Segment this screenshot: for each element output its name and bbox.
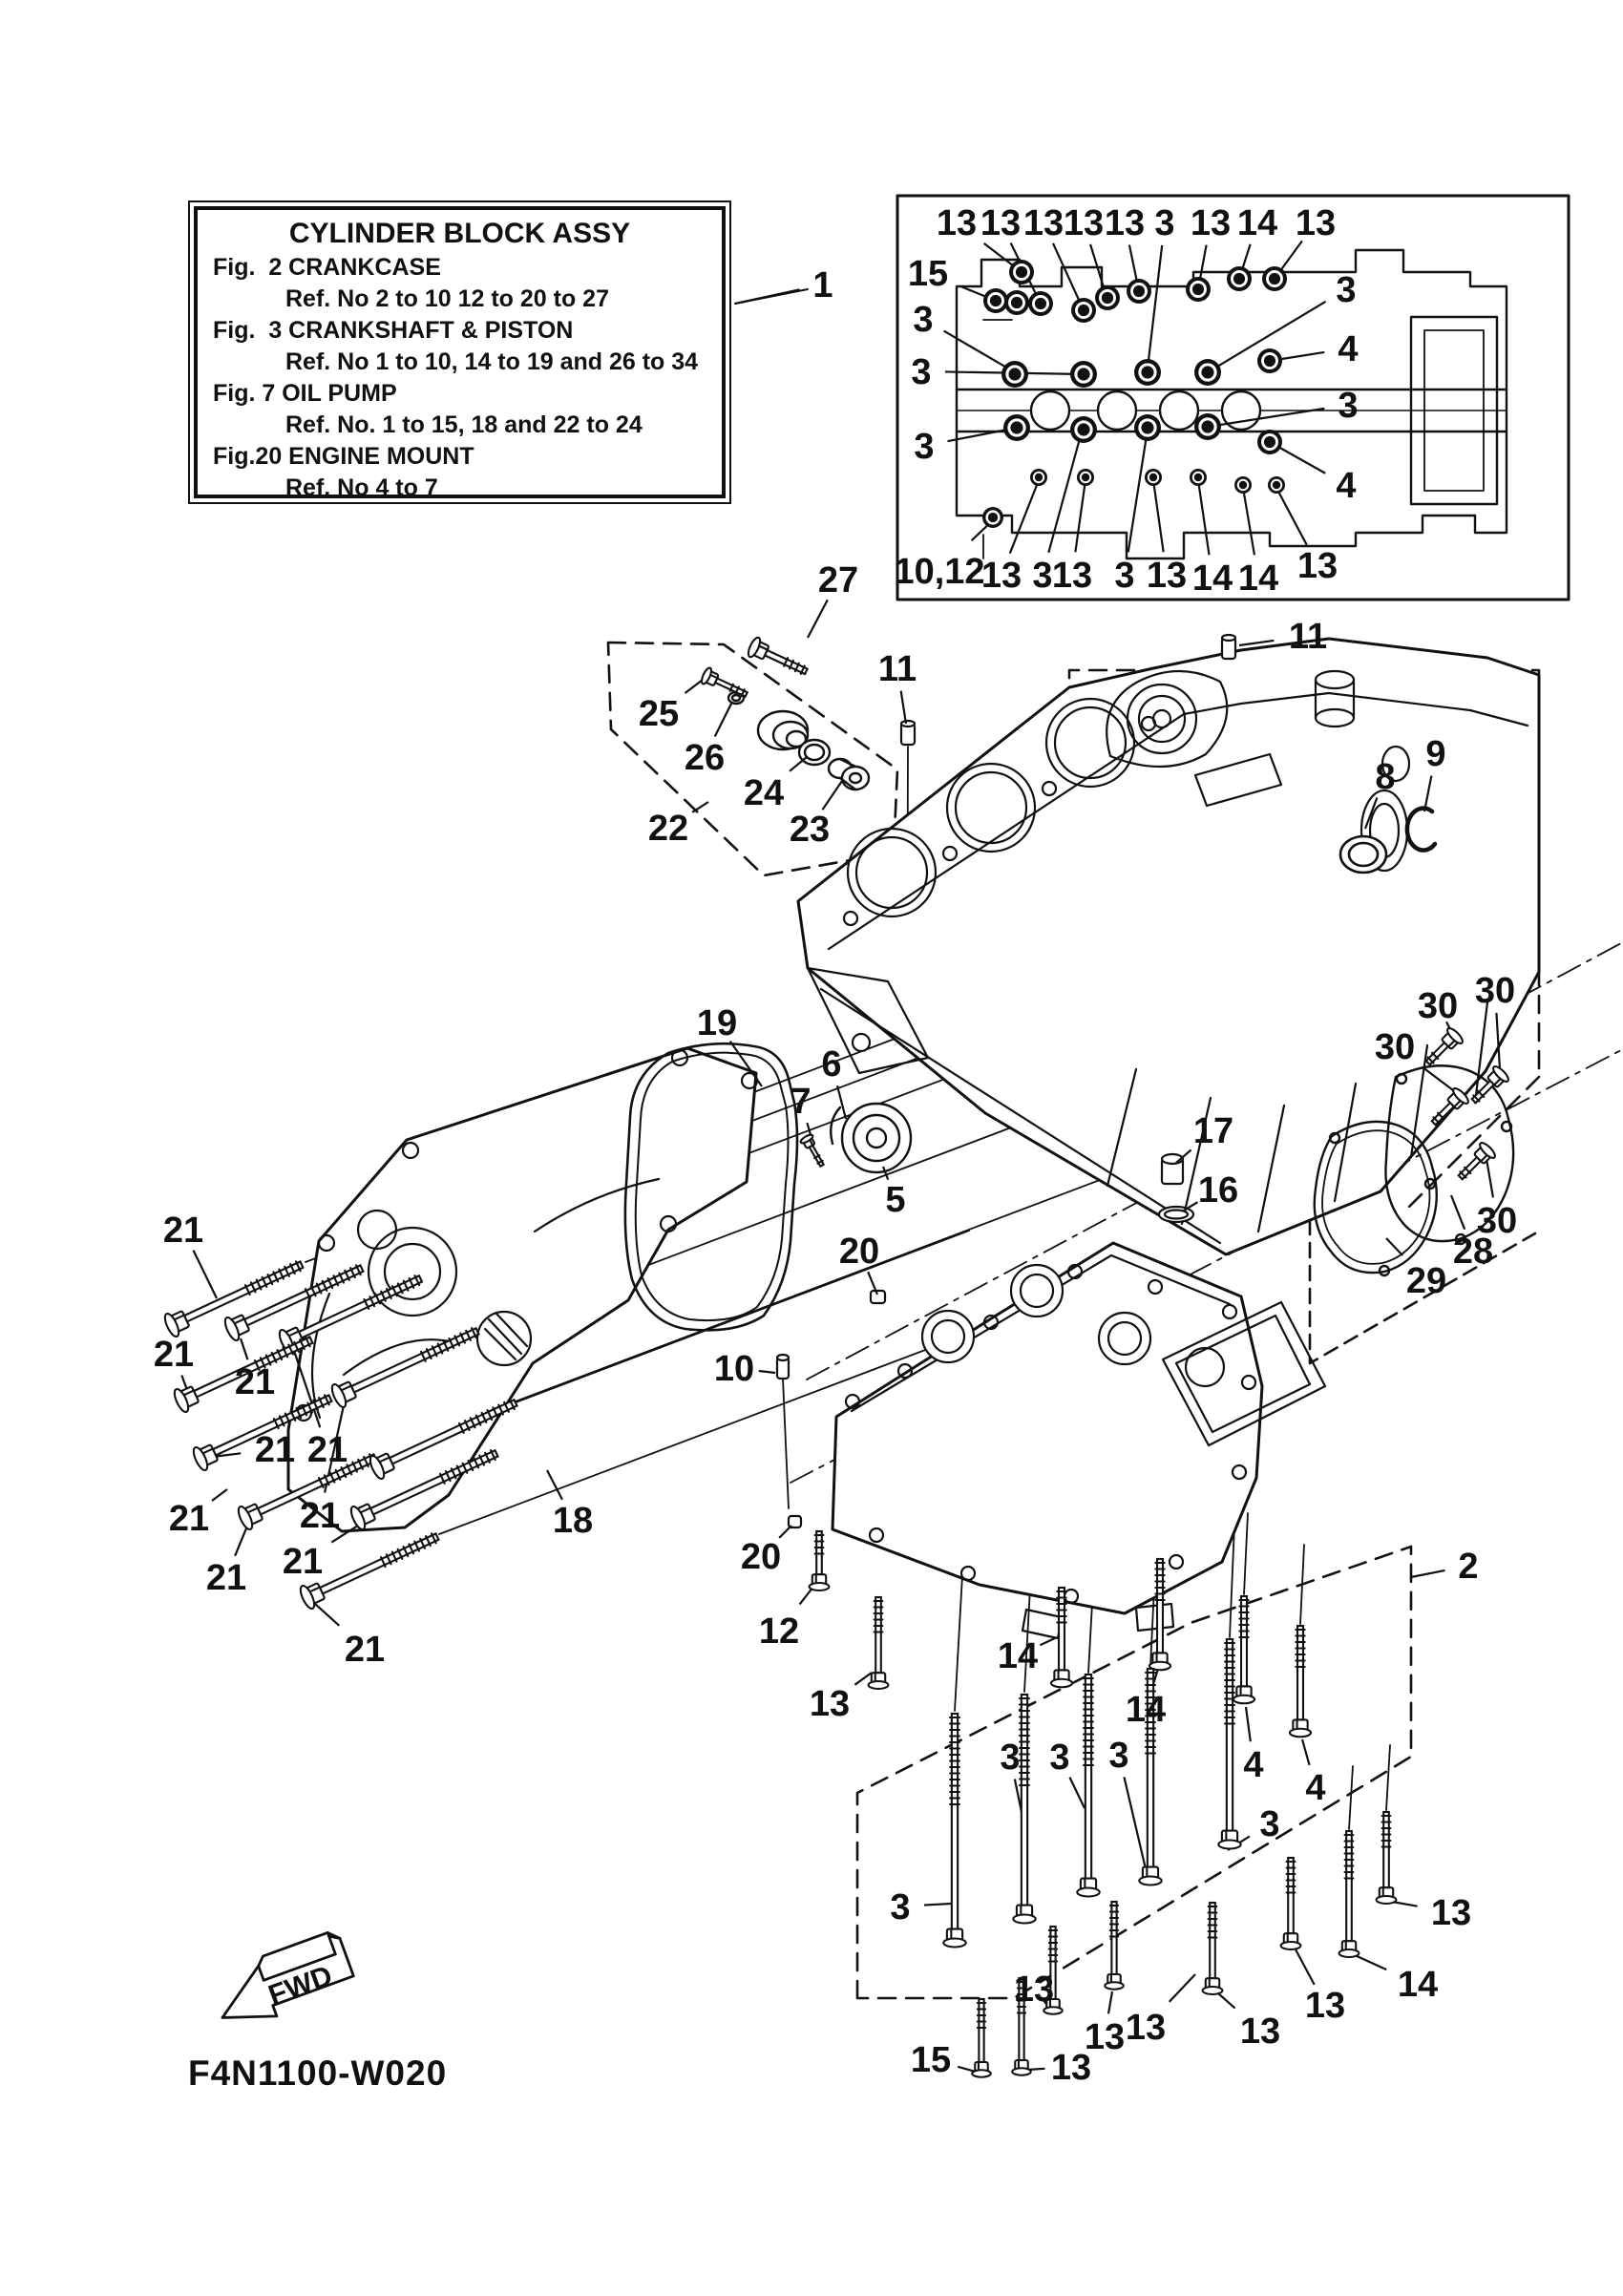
bolt (746, 636, 811, 681)
bolt (1377, 1812, 1397, 1904)
leader-line-14 (1040, 1638, 1055, 1645)
callout-7: 7 (790, 1082, 812, 1122)
callout-12: 12 (758, 1611, 800, 1652)
callout-21: 21 (344, 1630, 386, 1670)
bolt (1281, 1858, 1301, 1949)
callout-10: 10 (713, 1349, 755, 1389)
bolt-dot (1071, 298, 1096, 323)
bolt (810, 1531, 830, 1590)
info-box (188, 200, 731, 504)
bolt (1233, 1596, 1254, 1703)
leader-line-4 (1246, 1707, 1251, 1741)
bolt-dot (1009, 260, 1034, 284)
leader-line-13 (1276, 488, 1307, 545)
leader-line-28 (1451, 1195, 1465, 1230)
callout-21: 21 (153, 1335, 195, 1375)
callout-4: 4 (1305, 1768, 1326, 1808)
callout-3: 3 (1108, 1736, 1129, 1776)
callout-13: 13 (1051, 556, 1093, 596)
bolt-dot (1003, 414, 1030, 441)
callout-24: 24 (743, 773, 785, 813)
callout-21: 21 (254, 1430, 296, 1470)
leader-line-13 (1218, 1993, 1235, 2009)
callout-3: 3 (1338, 386, 1359, 426)
leader-line-3 (1148, 245, 1162, 369)
bolt-dot (1194, 359, 1221, 386)
leader-line-21 (212, 1489, 227, 1501)
lower-crankcase (833, 1243, 1325, 1638)
callout-27: 27 (817, 560, 859, 600)
callout-13: 13 (1296, 546, 1338, 586)
callout-21: 21 (162, 1211, 204, 1251)
callout-3: 3 (1000, 1738, 1021, 1778)
bolt (1077, 1675, 1099, 1897)
callout-13: 13 (1146, 556, 1188, 596)
callout-3: 3 (1032, 556, 1053, 596)
callout-13: 13 (1125, 2008, 1167, 2048)
bolt-dot (1227, 266, 1252, 291)
drawing-code: F4N1100-W020 (188, 2054, 448, 2093)
callout-3: 3 (1259, 1804, 1280, 1844)
leader-line-6 (837, 1085, 846, 1119)
leader-line-23 (822, 781, 842, 810)
callout-30: 30 (1476, 1201, 1518, 1241)
bolt (1339, 1831, 1360, 1957)
callout-14: 14 (1191, 558, 1233, 599)
info-line: Fig. 7 OIL PUMP (213, 380, 397, 407)
leader-line-11 (1239, 641, 1274, 645)
callout-21: 21 (168, 1499, 210, 1539)
leader-line-3 (944, 331, 1015, 372)
bolt (869, 1597, 889, 1689)
leader-line-14 (1198, 480, 1210, 555)
leader-line-2 (1411, 1570, 1444, 1577)
leader-line-3 (1124, 1777, 1147, 1873)
bolt-dot (1077, 469, 1094, 486)
callout-6: 6 (821, 1044, 842, 1085)
leader-line-21 (193, 1251, 217, 1298)
callout-15: 15 (907, 254, 949, 294)
callout-21: 21 (306, 1430, 348, 1470)
info-line: Ref. No 2 to 10 12 to 20 to 27 (285, 285, 609, 312)
leader-line-13 (1108, 1991, 1112, 2013)
leader-line-25 (685, 680, 703, 693)
bolt-dot (1127, 279, 1151, 304)
callout-11: 11 (877, 649, 917, 689)
callout-3: 3 (1114, 556, 1135, 596)
leader-line-3 (1048, 432, 1082, 553)
crank-bearing (831, 1104, 911, 1172)
leader-line-27 (808, 600, 828, 638)
leader-line-13 (1010, 480, 1039, 554)
callout-13: 13 (1239, 2012, 1281, 2052)
callout-17: 17 (1192, 1111, 1234, 1151)
info-line: Ref. No 4 to 7 (285, 474, 438, 501)
callout-26: 26 (684, 738, 726, 778)
leader-line-3 (1128, 430, 1148, 552)
bolt (1105, 1902, 1124, 1990)
bolt (1013, 1695, 1035, 1924)
callout-13: 13 (980, 203, 1022, 243)
info-line: Ref. No. 1 to 15, 18 and 22 to 24 (285, 411, 643, 438)
bolt-dot (1030, 469, 1047, 486)
callout-15: 15 (910, 2040, 952, 2080)
callout-14: 14 (1397, 1965, 1439, 2005)
callout-10,12: 10,12 (894, 552, 985, 592)
leader-line-20 (779, 1526, 791, 1538)
callout-21: 21 (282, 1542, 324, 1582)
leader-line-4 (1302, 1739, 1310, 1765)
bolt (943, 1714, 965, 1948)
leader-line-21 (315, 1604, 339, 1626)
bolt-dot (1070, 416, 1097, 443)
bolt-dot (1234, 476, 1252, 494)
callout-4: 4 (1243, 1745, 1264, 1785)
callout-3: 3 (913, 300, 934, 340)
leader-line-21 (241, 1338, 247, 1359)
callout-13: 13 (1084, 2017, 1126, 2057)
callout-21: 21 (205, 1558, 247, 1598)
bolt-dot (1268, 476, 1285, 494)
bolt-dot (1070, 361, 1097, 388)
callout-18: 18 (552, 1501, 594, 1541)
callout-13: 13 (1063, 203, 1105, 243)
callout-13: 13 (1430, 1893, 1472, 1933)
bolt-dot (1145, 469, 1162, 486)
bolt (1290, 1626, 1311, 1737)
callout-28: 28 (1452, 1232, 1494, 1272)
bolt-dot (1134, 414, 1161, 441)
callout-13: 13 (1104, 203, 1146, 243)
bolt-dot (1194, 413, 1221, 440)
leader-line-22 (692, 802, 708, 812)
leader-line-29 (1386, 1238, 1402, 1255)
callout-3: 3 (1336, 270, 1357, 310)
bolt-dot (1134, 359, 1161, 386)
leader-line-18 (547, 1470, 562, 1500)
bolt-dot (982, 507, 1003, 528)
callout-3: 3 (914, 427, 935, 467)
leader-line-3 (1069, 1778, 1085, 1808)
leader-line-26 (715, 704, 731, 737)
callout-13: 13 (1190, 203, 1232, 243)
callout-5: 5 (885, 1180, 906, 1220)
bolt-dot (1186, 277, 1211, 302)
callout-13: 13 (1304, 1986, 1346, 2026)
leader-line-10 (759, 1371, 775, 1373)
callout-3: 3 (1049, 1738, 1070, 1778)
callout-19: 19 (696, 1003, 738, 1043)
info-line: Fig.20 ENGINE MOUNT (213, 443, 474, 470)
callout-14: 14 (1236, 203, 1278, 243)
bolt-dot (1257, 348, 1282, 373)
callout-14: 14 (997, 1636, 1039, 1676)
leader-line-14 (1355, 1955, 1386, 1970)
info-line: Ref. No 1 to 10, 14 to 19 and 26 to 34 (285, 348, 699, 375)
leader-line-11 (901, 691, 906, 724)
info-box-border (194, 206, 726, 501)
callout-13: 13 (1050, 2048, 1092, 2088)
leader-line-13 (1075, 480, 1086, 552)
bolt-dot (983, 288, 1008, 313)
callout-21: 21 (234, 1362, 276, 1402)
bolt-dot (1257, 430, 1282, 454)
callout-20: 20 (740, 1537, 782, 1577)
callout-2: 2 (1458, 1547, 1479, 1587)
callout-23: 23 (789, 810, 831, 850)
callout-21: 21 (299, 1496, 341, 1536)
leader-line-13 (1392, 1902, 1418, 1906)
bolt (1203, 1903, 1223, 1994)
callout-30: 30 (1374, 1027, 1416, 1067)
bolt-dot (1095, 285, 1120, 310)
callout-13: 13 (1295, 203, 1337, 243)
callout-29: 29 (1405, 1261, 1447, 1301)
callout-4: 4 (1336, 466, 1357, 506)
callout-3: 3 (911, 352, 932, 392)
callout-22: 22 (647, 809, 689, 849)
callout-14: 14 (1237, 558, 1279, 599)
callout-4: 4 (1338, 329, 1359, 369)
info-line: Fig. 3 CRANKSHAFT & PISTON (213, 317, 574, 344)
leader-line-14 (1243, 488, 1254, 555)
callout-11: 11 (1288, 617, 1328, 657)
leader-line-13 (1153, 480, 1164, 552)
bolt-dot (1028, 291, 1053, 316)
leader-line-13 (1296, 1949, 1315, 1985)
callout-3: 3 (890, 1887, 911, 1927)
leader-line-1 (735, 289, 800, 304)
bolt-dot (1001, 361, 1028, 388)
callout-13: 13 (1022, 203, 1064, 243)
bolt-dot (1004, 290, 1029, 315)
callout-13: 13 (809, 1684, 851, 1724)
callout-8: 8 (1375, 757, 1396, 797)
callout-16: 16 (1197, 1170, 1239, 1211)
leader-line-13 (1170, 1974, 1195, 2002)
callout-3: 3 (1154, 203, 1175, 243)
callout-14: 14 (1125, 1690, 1167, 1730)
leader-line-24 (790, 757, 807, 771)
info-box-title: CYLINDER BLOCK ASSY (288, 218, 631, 249)
callout-30: 30 (1417, 986, 1459, 1026)
callout-9: 9 (1425, 734, 1446, 774)
callout-1: 1 (812, 265, 833, 305)
bolt (972, 1999, 991, 2077)
callout-13: 13 (936, 203, 978, 243)
callout-30: 30 (1474, 971, 1516, 1011)
bolt-dot (1262, 266, 1287, 291)
callout-25: 25 (638, 694, 680, 734)
leader-line-3 (924, 1904, 951, 1906)
fwd-arrow-label: FWD (264, 1959, 337, 2012)
info-line: Fig. 2 CRANKCASE (213, 254, 441, 281)
bolt-dot (1190, 469, 1207, 486)
callout-13: 13 (980, 556, 1022, 596)
bolt (1218, 1639, 1240, 1849)
bolt (799, 1133, 828, 1169)
callout-13: 13 (1013, 1970, 1055, 2010)
callout-20: 20 (838, 1232, 880, 1272)
